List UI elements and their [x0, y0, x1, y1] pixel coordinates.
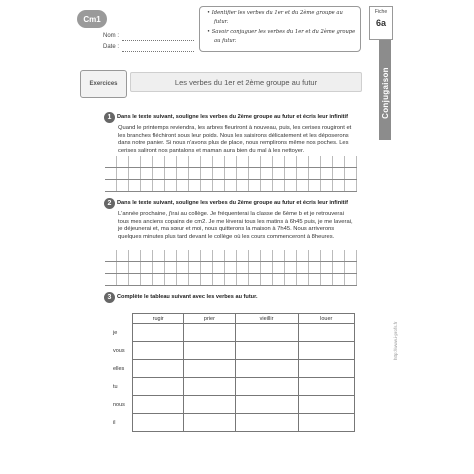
exercise-instruction: Complète le tableau suivant avec les verbes au futur.: [117, 294, 258, 300]
answer-cell[interactable]: [184, 342, 235, 360]
answer-cell[interactable]: [235, 360, 298, 378]
answer-cell[interactable]: [184, 396, 235, 414]
table-row: [110, 324, 355, 342]
objective-line: au futur.: [214, 38, 237, 44]
answer-cell[interactable]: [133, 414, 184, 432]
table-row: [110, 414, 355, 432]
objective-line: • Identifier les verbes du 1er et du 2ème groupe au: [207, 10, 343, 16]
column-header: vieillir: [235, 314, 298, 324]
pronoun-cell: tu: [110, 378, 133, 396]
fiche-number: 6a: [375, 18, 386, 28]
pronoun-cell: il: [110, 414, 133, 432]
conjugation-table: [110, 313, 355, 432]
exercise-number: 3: [104, 292, 115, 303]
exercise-number: 1: [104, 112, 115, 123]
column-header: prier: [184, 314, 235, 324]
answer-cell[interactable]: [235, 324, 298, 342]
table-header-row: [110, 314, 355, 324]
writing-line[interactable]: [105, 180, 357, 192]
table-row: [110, 396, 355, 414]
writing-line[interactable]: [105, 262, 357, 274]
subject-label: Conjugaison: [381, 67, 390, 119]
answer-cell[interactable]: [184, 324, 235, 342]
date-label: Date :: [103, 44, 120, 50]
answer-cell[interactable]: [298, 378, 355, 396]
date-field[interactable]: [122, 51, 194, 52]
footer-url: http://www.i-profs.fr: [393, 321, 398, 360]
writing-line[interactable]: [105, 250, 357, 262]
answer-cell[interactable]: [184, 378, 235, 396]
answer-cell[interactable]: [298, 342, 355, 360]
answer-cell[interactable]: [298, 360, 355, 378]
answer-cell[interactable]: [298, 396, 355, 414]
name-field[interactable]: [122, 40, 194, 41]
exercise-instruction: Dans le texte suivant, souligne les verbes du 2ème groupe au futur et écris leur infinitif: [117, 114, 348, 120]
writing-line[interactable]: [105, 156, 357, 168]
table-row: [110, 378, 355, 396]
answer-cell[interactable]: [235, 396, 298, 414]
exercises-logo: [80, 70, 127, 98]
answer-cell[interactable]: [133, 342, 184, 360]
table-row: [110, 360, 355, 378]
answer-cell[interactable]: [298, 324, 355, 342]
table-row: [110, 342, 355, 360]
fiche-box: [369, 6, 393, 40]
writing-line[interactable]: [105, 274, 357, 286]
page-title: Les verbes du 1er et 2ème groupe au futur: [130, 72, 362, 92]
objective-line: futur.: [214, 19, 229, 25]
writing-line[interactable]: [105, 168, 357, 180]
column-header: louer: [298, 314, 355, 324]
answer-cell[interactable]: [133, 360, 184, 378]
answer-cell[interactable]: [235, 378, 298, 396]
answer-cell[interactable]: [235, 342, 298, 360]
answer-cell[interactable]: [184, 414, 235, 432]
exercise-text: L'année prochaine, j'irai au collège. Je fréquenterai la classe de 6ème b et je retrouverai tous mes anciens copains de cm2. Je me lèverai tous les matins à 6h45 puis, je me laverai, je déjeunerai et, ma sœur et moi, nous quitterons la maison à 7h45. Nous arriverons quelques minutes plus tard devant le collège où les cours commenceront à 8heures.: [118, 211, 353, 240]
answer-cell[interactable]: [235, 414, 298, 432]
pronoun-cell: elles: [110, 360, 133, 378]
column-header: rugir: [133, 314, 184, 324]
pronoun-cell: nous: [110, 396, 133, 414]
answer-cell[interactable]: [298, 414, 355, 432]
answer-cell[interactable]: [133, 378, 184, 396]
pronoun-cell: je: [110, 324, 133, 342]
exercise-number: 2: [104, 198, 115, 209]
level-badge: Cm1: [77, 10, 107, 28]
pronoun-cell: vous: [110, 342, 133, 360]
exercise-instruction: Dans le texte suivant, souligne les verbes du 2ème groupe au futur et écris leur infinitif: [117, 200, 348, 206]
name-label: Nom :: [103, 33, 120, 39]
writing-lines[interactable]: [105, 250, 357, 286]
answer-cell[interactable]: [133, 396, 184, 414]
answer-cell[interactable]: [133, 324, 184, 342]
objective-line: • Savoir conjuguer les verbes du 1er et du 2ème groupe: [207, 29, 356, 35]
table-corner: [110, 314, 133, 324]
writing-lines[interactable]: [105, 156, 357, 192]
exercise-text: Quand le printemps reviendra, les arbres fleuriront à nouveau, puis, les cerises rougiront et les branches fléchiront sous leur poids. Nous les saisirons délicatement et les déposerons dans notre panier. Si nous n'avons plus de place, nous remplirons même nos poches. Les cerises saliront nos pantalons et maman aura bien du mal à les nettoyer.: [118, 125, 352, 154]
fiche-label: Fiche: [374, 9, 388, 15]
logo-text: Exercices: [89, 81, 118, 87]
answer-cell[interactable]: [184, 360, 235, 378]
